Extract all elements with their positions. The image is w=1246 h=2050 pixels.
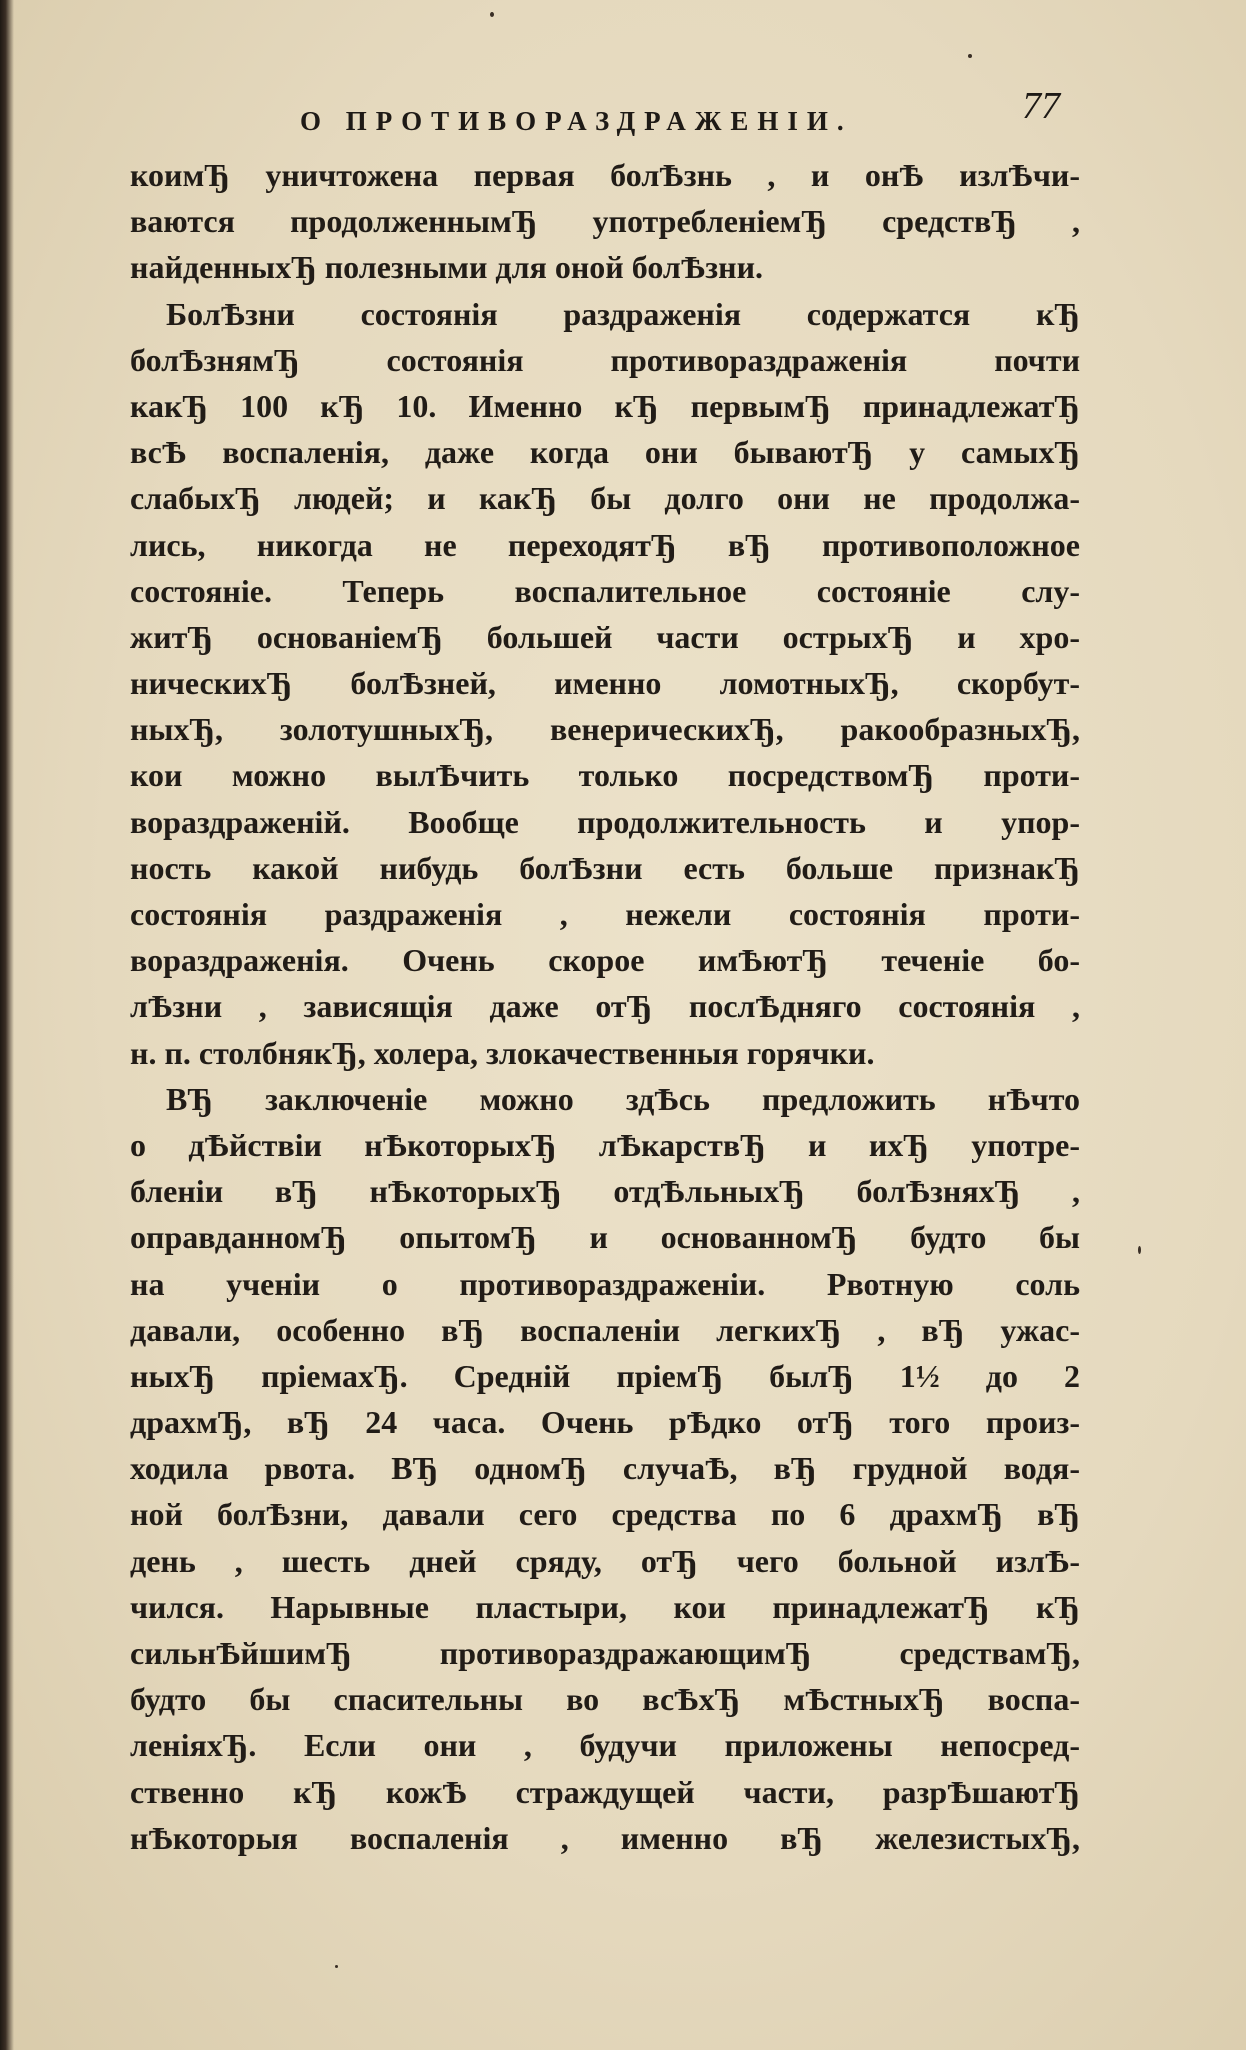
text-line: сильнѢйшимЂ противораздражающимЂ средствамЂ, [130, 1635, 1080, 1671]
binding-gutter-shadow [0, 0, 14, 2050]
text-line: будто бы спасительны во всѢхЂ мѢстныхЂ воспа- [130, 1681, 1080, 1718]
text-line: ническихЂ болѢзней, именно ломотныхЂ, скорбут- [130, 665, 1080, 702]
text-line: нѢкоторыя воспаленія , именно вЂ железистыхЂ, [130, 1819, 1080, 1856]
text-line: найденныхЂ полезными для оной болѢзни. [130, 249, 764, 286]
text-line: лись, никогда не переходятЂ вЂ противоположное [130, 526, 1080, 563]
text-line: состояніе. Теперь воспалительное состояніе слу- [130, 572, 1080, 609]
text-line: на ученіи о противораздраженіи. Рвотную соль [130, 1265, 1080, 1302]
text-line: драхмЂ, вЂ 24 часа. Очень рѢдко отЂ того произ- [130, 1404, 1080, 1441]
paper-speck [1138, 1246, 1141, 1254]
text-line: ственно кЂ кожѢ страждущей части, разрѢшаютЂ [130, 1773, 1080, 1810]
text-line: ность какой нибудь болѢзни есть больше признакЂ [130, 849, 1080, 886]
text-line: вораздраженія. Очень скорое имѢютЂ теченіе бо- [130, 942, 1080, 979]
text-line: какЂ 100 кЂ 10. Именно кЂ первымЂ принадлежатЂ [130, 387, 1080, 424]
text-line: кои можно вылѢчить только посредствомЂ проти- [130, 757, 1080, 794]
text-line: состоянія раздраженія , нежели состоянія проти- [130, 896, 1080, 932]
text-line: н. п. столбнякЂ, холера, злокачественныя горячки. [130, 1034, 875, 1071]
text-line: ной болѢзни, давали сего средства по 6 драхмЂ вЂ [130, 1496, 1080, 1533]
text-line: болѢзнямЂ состоянія противораздраженія почти [130, 341, 1080, 378]
text-line: ходила рвота. ВЂ одномЂ случаѢ, вЂ грудной водя- [130, 1450, 1080, 1487]
running-title: О ПРОТИВОРАЗДРАЖЕНІИ. [300, 106, 853, 136]
text-line: житЂ основаніемЂ большей части острыхЂ и хро- [130, 618, 1080, 655]
body-text [130, 152, 1080, 1861]
page-number: 77 [1022, 85, 1060, 127]
paper-speck [490, 12, 494, 17]
text-line: ныхЂ пріемахЂ. Средній пріемЂ былЂ 1½ до 2 [130, 1357, 1080, 1394]
text-line: слабыхЂ людей; и какЂ бы долго они не продолжа- [130, 480, 1080, 517]
paper-speck [968, 54, 972, 58]
text-line: бленіи вЂ нѢкоторыхЂ отдѢльныхЂ болѢзняхЂ , [130, 1173, 1080, 1210]
text-line: ныхЂ, золотушныхЂ, венерическихЂ, ракообразныхЂ, [130, 711, 1080, 748]
text-line: давали, особенно вЂ воспаленіи легкихЂ , вЂ ужас- [130, 1311, 1080, 1348]
paper-speck [335, 1965, 338, 1968]
text-line: ваются продолженнымЂ употребленіемЂ средствЂ , [130, 203, 1080, 240]
text-line: всѢ воспаленія, даже когда они бываютЂ у самыхЂ [130, 434, 1080, 471]
text-line: леніяхЂ. Если они , будучи приложены непосред- [130, 1727, 1080, 1764]
text-line: коимЂ уничтожена первая болѢзнь , и онѢ излѢчи- [130, 157, 1080, 193]
text-line: о дѢйствіи нѢкоторыхЂ лѢкарствЂ и ихЂ употре- [130, 1126, 1080, 1163]
text-line: день , шесть дней сряду, отЂ чего больной излѢ- [130, 1542, 1080, 1579]
text-line: ВЂ заключеніе можно здѢсь предложить нѢчто [166, 1080, 1080, 1117]
text-line: вораздраженій. Вообще продолжительность и упор- [130, 803, 1080, 840]
text-line: оправданномЂ опытомЂ и основанномЂ будто бы [130, 1219, 1080, 1256]
text-line: чился. Нарывные пластыри, кои принадлежатЂ кЂ [130, 1588, 1080, 1625]
text-line: БолѢзни состоянія раздраженія содержатся кЂ [166, 295, 1080, 332]
text-line: лѢзни , зависящія даже отЂ послѢдняго состоянія , [130, 988, 1080, 1025]
